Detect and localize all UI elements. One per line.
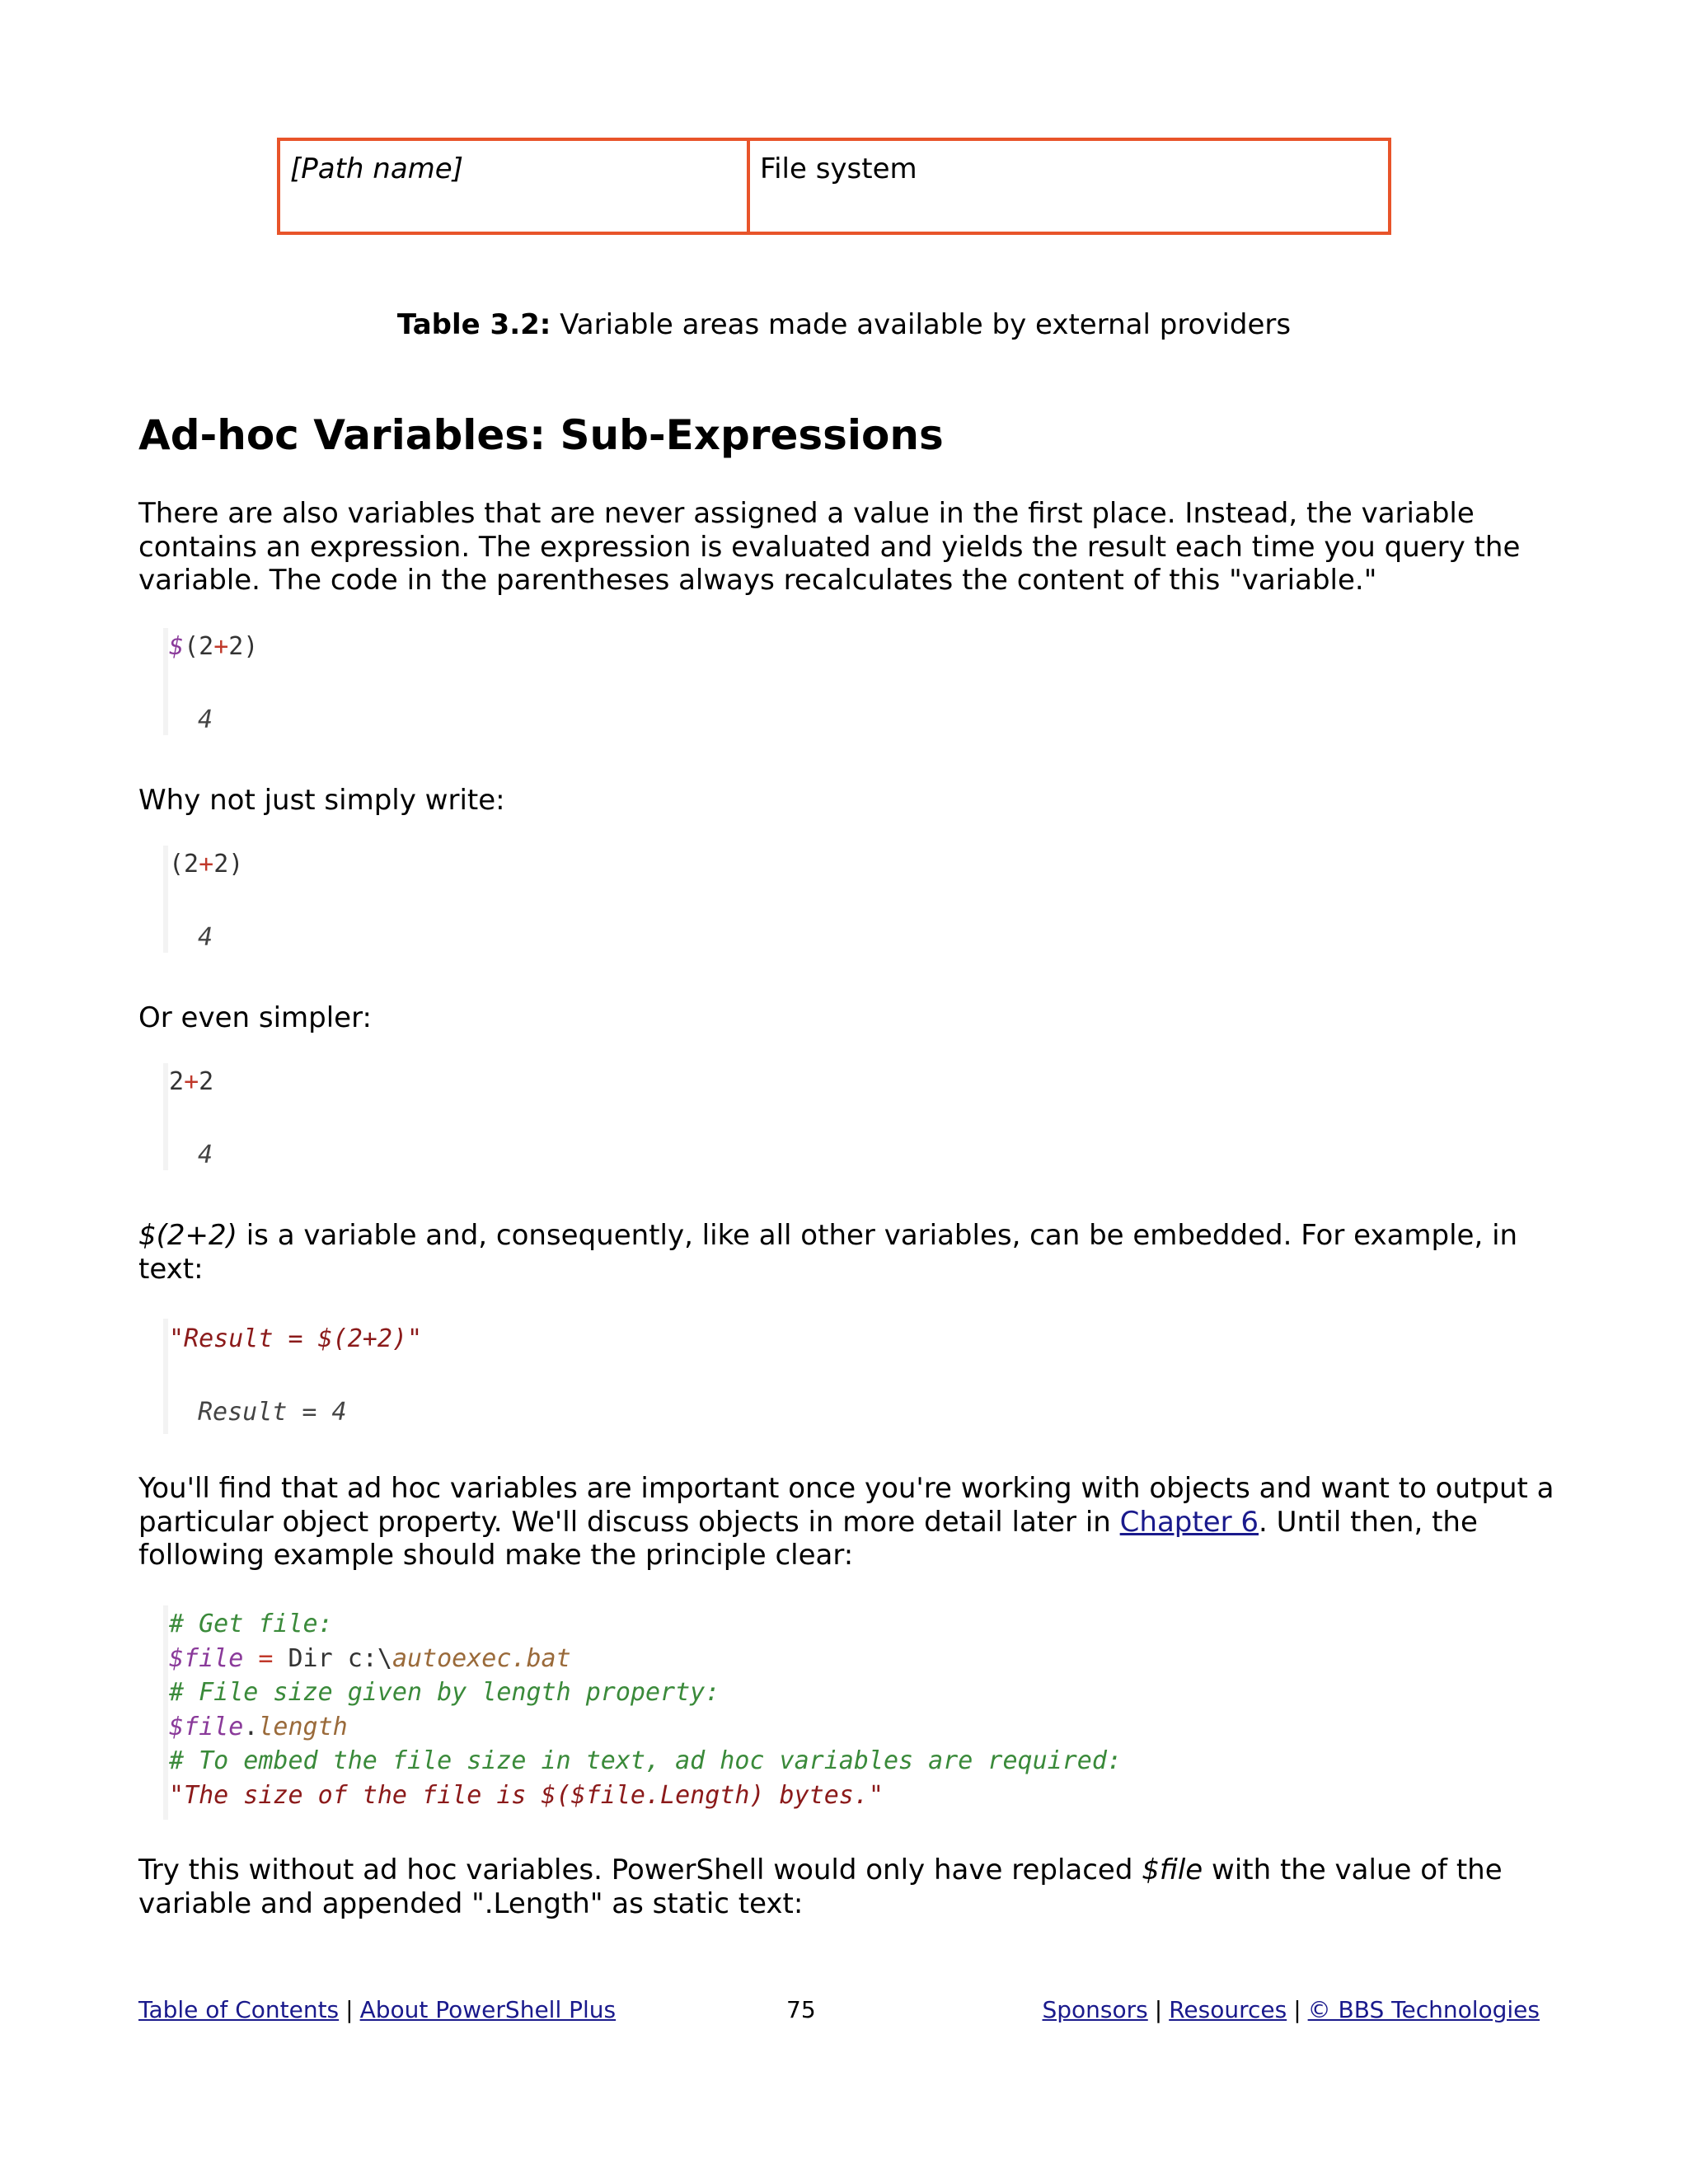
footer-right bbox=[1043, 1996, 1540, 2024]
paragraph-text: You'll find that ad hoc variables are important once you're working with objects and want to output a particular object property. We'll discuss objects in more detail later in bbox=[138, 1472, 1554, 1539]
footer-left bbox=[138, 1996, 616, 2024]
code-gutter bbox=[163, 1063, 168, 1170]
code-token: $ bbox=[169, 632, 185, 661]
code-token: + bbox=[199, 850, 214, 879]
code-block-plain bbox=[169, 1065, 213, 1099]
code-comment: # To embed the file size in text, ad hoc variables are required: bbox=[169, 1746, 1122, 1775]
paragraph-text: is a variable and, consequently, like all other variables, can be embedded. For example, in text: bbox=[138, 1219, 1518, 1286]
code-gutter bbox=[163, 1605, 168, 1820]
page-number: 75 bbox=[786, 1996, 816, 2023]
code-token: (2 bbox=[184, 632, 214, 661]
table-cell-path-name: [Path name] bbox=[280, 141, 750, 232]
code-token: autoexec.bat bbox=[392, 1643, 571, 1673]
code-gutter bbox=[163, 846, 168, 953]
code-gutter bbox=[163, 1319, 168, 1434]
code-token: length bbox=[258, 1712, 348, 1741]
paragraph-without bbox=[138, 1854, 1556, 1920]
code-gutter bbox=[163, 628, 168, 735]
code-comment: # File size given by length property: bbox=[169, 1678, 720, 1707]
table-caption bbox=[0, 307, 1688, 342]
code-output: 4 bbox=[198, 923, 213, 952]
paragraph-text: . Until then, the following example should make the principle clear: bbox=[138, 1505, 1478, 1572]
code-token: Dir c:\ bbox=[288, 1643, 392, 1673]
paragraph-text: Try this without ad hoc variables. PowerShell would only have replaced bbox=[138, 1854, 1142, 1886]
bbs-technologies-link[interactable]: © BBS Technologies bbox=[1307, 1996, 1540, 2023]
footer-separator: | bbox=[345, 1996, 354, 2023]
sponsors-link[interactable]: Sponsors bbox=[1042, 1996, 1148, 2023]
code-token: + bbox=[184, 1067, 199, 1096]
code-token: 2) bbox=[228, 632, 259, 661]
table-of-contents-link[interactable]: Table of Contents bbox=[138, 1996, 340, 2023]
paragraph-embed bbox=[138, 1219, 1556, 1286]
paragraph-intro: There are also variables that are never assigned a value in the first place. Instead, the variable contains an expression. The expression is evaluated and yields the result each time you query the variable. The code in the parentheses always recalculates the content of this "variable." bbox=[138, 497, 1521, 597]
inline-code: $(2+2) bbox=[138, 1219, 237, 1252]
code-block-string bbox=[169, 1322, 422, 1357]
providers-table bbox=[277, 138, 1391, 235]
footer-separator: | bbox=[1293, 1996, 1301, 2023]
code-token: + bbox=[213, 632, 229, 661]
chapter-6-link[interactable]: Chapter 6 bbox=[1119, 1505, 1259, 1539]
code-token: 2) bbox=[213, 850, 244, 879]
code-token: $file bbox=[169, 1643, 244, 1673]
code-token: 2 bbox=[169, 1067, 185, 1096]
about-powershell-plus-link[interactable]: About PowerShell Plus bbox=[359, 1996, 617, 2023]
code-token: (2 bbox=[169, 850, 199, 879]
paragraph-text: with the value of the variable and appended ".Length" as static text: bbox=[138, 1854, 1503, 1920]
code-output: Result = 4 bbox=[198, 1398, 347, 1427]
code-token: $file bbox=[169, 1712, 244, 1741]
table-caption-label: Table 3.2: bbox=[396, 308, 551, 341]
resources-link[interactable]: Resources bbox=[1169, 1996, 1287, 2023]
code-token: 2 bbox=[199, 1067, 214, 1096]
inline-code: $file bbox=[1142, 1854, 1203, 1886]
table-caption-text: Variable areas made available by external providers bbox=[551, 308, 1292, 341]
code-token: "Result = $(2+2)" bbox=[169, 1324, 423, 1353]
paragraph-why: Why not just simply write: bbox=[138, 784, 505, 817]
code-token: "The size of the file is $($file.Length) bytes." bbox=[169, 1780, 884, 1810]
footer-separator: | bbox=[1154, 1996, 1163, 2023]
code-block-parentheses bbox=[169, 847, 243, 882]
code-block-subexpression bbox=[169, 630, 258, 664]
paragraph-simpler: Or even simpler: bbox=[138, 1001, 372, 1034]
code-token: = bbox=[243, 1643, 288, 1673]
table-cell-file-system: File system bbox=[760, 152, 917, 185]
code-block-file-example bbox=[169, 1607, 1122, 1812]
code-comment: # Get file: bbox=[169, 1610, 333, 1638]
code-output: 4 bbox=[198, 705, 213, 734]
code-output: 4 bbox=[198, 1141, 213, 1169]
paragraph-objects bbox=[138, 1472, 1556, 1572]
code-token: . bbox=[243, 1712, 259, 1741]
section-heading: Ad-hoc Variables: Sub-Expressions bbox=[138, 411, 944, 459]
